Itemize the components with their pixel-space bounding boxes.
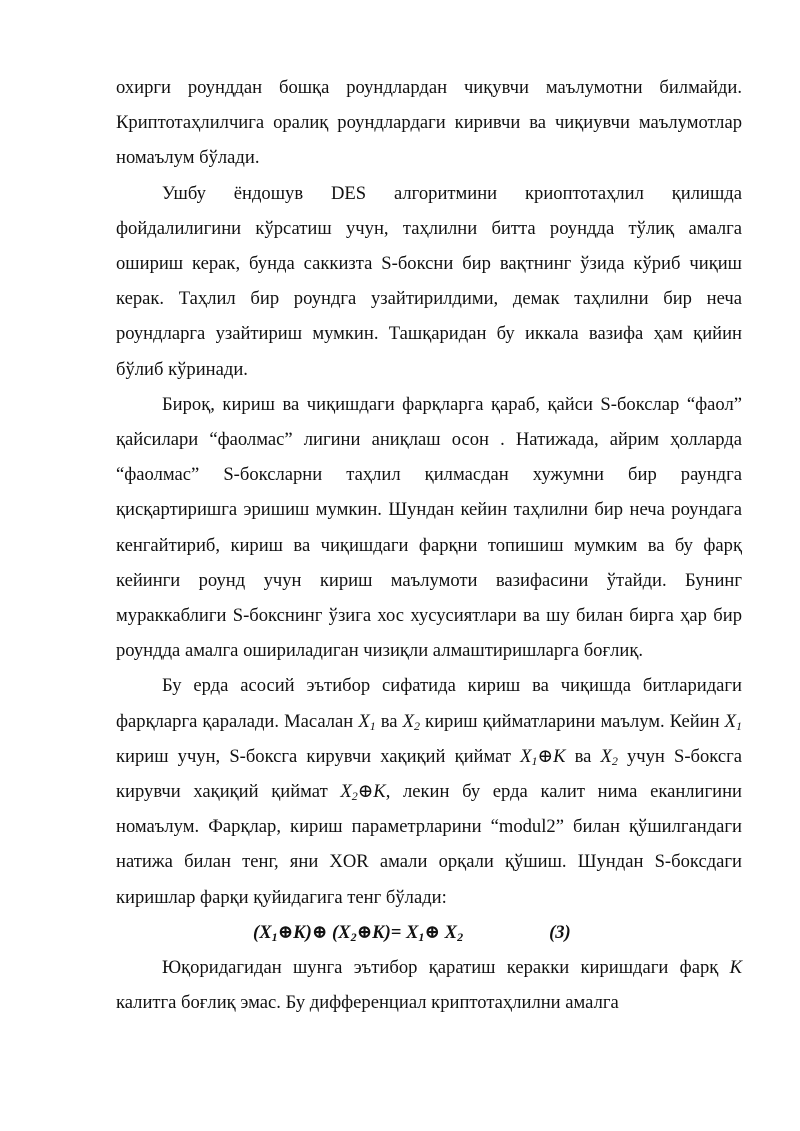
text-run: ва	[565, 745, 601, 767]
equation-line	[116, 915, 742, 950]
text-run: Юқоридагидан шунга эътибор қаратиш керакки киришдаги фарқ	[162, 957, 730, 979]
variable: $X_2$	[600, 745, 618, 768]
variable: $X_2$	[402, 710, 420, 733]
paragraph-3: Бироқ, кириш ва чиқишдаги фарқларга қараб, қайси S-бокслар “фаол” қайсилари “фаолмас” лигини аниқлаш осон . Натижада, айрим ҳолларда “фаолмас” S-боксларни таҳлил қилмасдан хужумни бир раундга қисқартиришга эришиш мумкин. Шундан кейин таҳлилни бир неча роундага кенгайтириб, кириш ва чиқишдаги фарқни топишиш мумким ва бу фарқ кейинги роунд учун кириш маълумоти вазифасини ўтайди. Бунинг мураккаблиги S-бокснинг ўзига хос хусусиятлари ва шу билан бирга ҳар бир роундда амалга ошириладиган чизиқли алмаштиришларга боғлиқ.	[116, 393, 742, 662]
paragraph-4	[116, 668, 742, 914]
variable: $X_1$	[724, 710, 742, 733]
text-run: кириш учун, S-боксга кирувчи хақиқий қиймат	[116, 745, 521, 767]
text-run: кириш қийматларини маълум. Кейин	[419, 710, 725, 732]
text-run: ва	[375, 710, 403, 732]
paragraph-2: Ушбу ёндошув DES алгоритмини криоптотаҳлил қилишда фойдалилигини кўрсатиш учун, таҳлилни битта роундда тўлиқ амалга ошириш керак, бунда саккизта S-боксни бир вақтнинг ўзида кўриб чиқиш керак. Таҳлил бир роундга узайтирилдими, демак таҳлилни бир неча роундларга узайтириш мумкин. Ташқаридан бу иккала вазифа ҳам қийин бўлиб кўринади.	[116, 182, 742, 380]
text-run: учун S-боксга кирувчи хақиқий қиймат	[116, 745, 742, 803]
text-run: Бу ерда асосий эътибор сифатида кириш ва чиқишда битларидаги фарқларга қаралади. Масалан	[116, 675, 742, 732]
text-run: калитга боғлиқ эмас. Бу дифференциал криптотаҳлилни амалга	[116, 992, 619, 1014]
paragraph-1: охирги роунддан бошқа роундлардан чиқувчи маълумотни билмайди. Криптотаҳлилчига оралиқ роундлардаги киривчи ва чиқиувчи маълумотлар номаълум бўлади.	[116, 77, 742, 169]
variable: K	[729, 957, 742, 979]
variable-expression: $X_1\oplus K$	[520, 745, 566, 768]
paragraph-5	[116, 950, 742, 1020]
variable-expression: $X_2\oplus K$	[340, 781, 386, 804]
variable: $X_1$	[358, 710, 376, 733]
text-run: , лекин бу ерда калит нима еканлигини номаълум. Фарқлар, кириш параметрларини “modul2” билан қўшилгандаги натижа билан тенг, яни XOR амали орқали қўшиш. Шундан S-боксдаги киришлар фарқи қуйидагига тенг бўлади:	[116, 781, 742, 908]
equation-expression: $(X_1\oplus K)\oplus$ $(X_2\oplus K)=$ $X_1\oplus$ $X_2$	[253, 921, 464, 944]
equation-number: (3)	[549, 921, 571, 943]
